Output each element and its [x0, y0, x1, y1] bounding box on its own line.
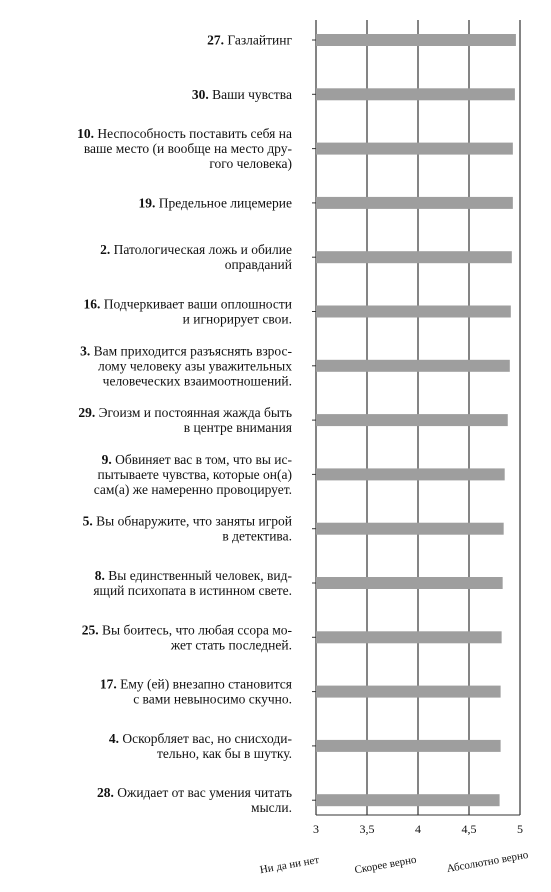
category-label-6-line-2 [103, 373, 292, 388]
bar-10 [316, 577, 503, 589]
category-label-8-line-1 [98, 467, 292, 482]
bar-4 [316, 251, 512, 263]
category-label-5-line-0 [84, 297, 292, 312]
category-text-14-0: Ожидает от вас умения читать [113, 785, 292, 801]
category-label-2-line-0 [77, 126, 292, 141]
category-label-6-line-0 [80, 343, 292, 358]
category-text-9-0: Вы обнаружите, что заняты игрой [92, 513, 292, 529]
category-text-8-2: сам(а) же намеренно провоцирует. [93, 481, 292, 497]
category-number-11: 25. [81, 622, 99, 638]
category-number-14: 28. [97, 785, 114, 801]
bar-9 [316, 523, 504, 535]
bar-2 [316, 143, 513, 155]
category-text-13-1: тельно, как бы в шутку. [156, 745, 292, 761]
category-text-6-0: Вам приходится разъяснять взрос- [90, 343, 292, 359]
category-label-11-line-0 [82, 622, 293, 637]
category-label-14-line-1 [251, 800, 292, 815]
category-label-7-line-0 [78, 405, 292, 420]
bar-3 [316, 197, 513, 209]
category-label-7-line-1 [184, 420, 292, 435]
category-number-10: 8. [94, 568, 105, 583]
category-text-2-1: ваше место (и вообще на место дру- [83, 141, 292, 157]
category-number-5: 16. [83, 296, 101, 312]
category-text-7-1: в центре внимания [183, 420, 292, 436]
x-tick-label-4: 5 [517, 822, 523, 836]
category-text-0-0: Газлайтинг [223, 32, 292, 48]
category-number-4: 2. [100, 242, 111, 258]
category-label-8-line-0 [102, 452, 293, 467]
bar-5 [316, 306, 511, 318]
category-text-8-0: Обвиняет вас в том, что вы ис- [111, 451, 292, 467]
category-text-11-1: жет стать последней. [170, 637, 292, 653]
category-label-1-line-0 [192, 87, 292, 102]
category-text-12-0: Ему (ей) внезапно становится [116, 676, 292, 692]
category-label-4-line-1 [225, 257, 292, 272]
x-tick-label-3: 4,5 [461, 822, 477, 836]
axis-word-2: Абсолютно верно [445, 848, 530, 876]
category-number-0: 27. [207, 32, 224, 48]
category-label-6-line-1 [98, 358, 292, 373]
category-label-4-line-0 [100, 242, 292, 257]
category-text-2-0: Неспособность поставить себя на [94, 126, 292, 142]
category-label-14-line-0 [97, 785, 292, 800]
category-text-7-0: Эгоизм и постоянная жажда быть [95, 405, 292, 421]
category-label-12-line-0 [100, 677, 292, 692]
bar-7 [316, 414, 508, 426]
category-number-9: 5. [82, 513, 93, 529]
category-label-2-line-1 [84, 141, 293, 156]
category-text-4-0: Патологическая ложь и обилие [110, 242, 292, 258]
category-number-7: 29. [78, 405, 96, 421]
category-label-9-line-1 [222, 529, 292, 544]
x-tick-label-2: 4 [415, 822, 421, 836]
axis-word-0: Ни да ни нет [258, 853, 321, 877]
category-text-13-0: Оскорбляет вас, но снисходи- [119, 730, 292, 746]
category-text-4-1: оправданий [224, 257, 292, 273]
category-text-9-1: в детектива. [222, 528, 292, 544]
bar-8 [316, 468, 505, 480]
category-label-10-line-1 [93, 583, 292, 598]
category-text-10-1: ящий психопата в истинном свете. [93, 583, 292, 598]
category-label-10-line-0 [95, 568, 293, 583]
category-label-8-line-2 [94, 482, 292, 497]
category-number-1: 30. [191, 86, 209, 102]
category-text-6-2: человеческих взаимоотношений. [102, 373, 292, 389]
category-label-3-line-0 [138, 195, 292, 210]
category-number-8: 9. [101, 451, 112, 467]
category-label-2-line-2 [209, 156, 292, 171]
category-text-11-0: Вы боитесь, что любая ссора мо- [98, 622, 292, 638]
bar-6 [316, 360, 510, 372]
bar-13 [316, 740, 501, 752]
category-number-2: 10. [77, 126, 95, 142]
category-label-13-line-0 [109, 731, 293, 746]
category-number-3: 19. [138, 195, 156, 211]
category-number-13: 4. [108, 730, 120, 746]
category-label-12-line-1 [133, 692, 292, 707]
category-label-0-line-0 [207, 33, 292, 48]
category-text-12-1: с вами невыносимо скучно. [133, 691, 292, 707]
x-tick-label-0: 3 [313, 822, 319, 836]
category-text-5-0: Подчеркивает ваши оплошности [100, 296, 292, 312]
category-label-13-line-1 [157, 746, 292, 761]
category-text-3-0: Предельное лицемерие [155, 195, 292, 211]
category-text-14-1: мысли. [251, 800, 292, 816]
category-text-6-1: лому человеку азы уважительных [97, 358, 292, 374]
bar-0 [316, 34, 516, 46]
category-number-12: 17. [99, 676, 117, 692]
category-text-10-0: Вы единственный человек, вид- [104, 568, 292, 583]
bar-12 [316, 686, 501, 698]
category-number-6: 3. [80, 343, 91, 359]
category-text-1-0: Ваши чувства [208, 86, 292, 102]
category-text-2-2: гого человека) [209, 156, 292, 172]
bar-11 [316, 631, 502, 643]
category-text-5-1: и игнорирует свои. [182, 311, 292, 327]
category-label-9-line-0 [83, 514, 292, 529]
category-text-8-1: пытываете чувства, которые он(а) [97, 466, 292, 482]
category-label-11-line-1 [170, 637, 292, 652]
category-label-5-line-1 [183, 312, 292, 327]
bar-14 [316, 794, 500, 806]
bar-1 [316, 88, 515, 100]
axis-word-1: Скорее верно [353, 853, 418, 877]
x-tick-label-1: 3,5 [359, 822, 375, 836]
